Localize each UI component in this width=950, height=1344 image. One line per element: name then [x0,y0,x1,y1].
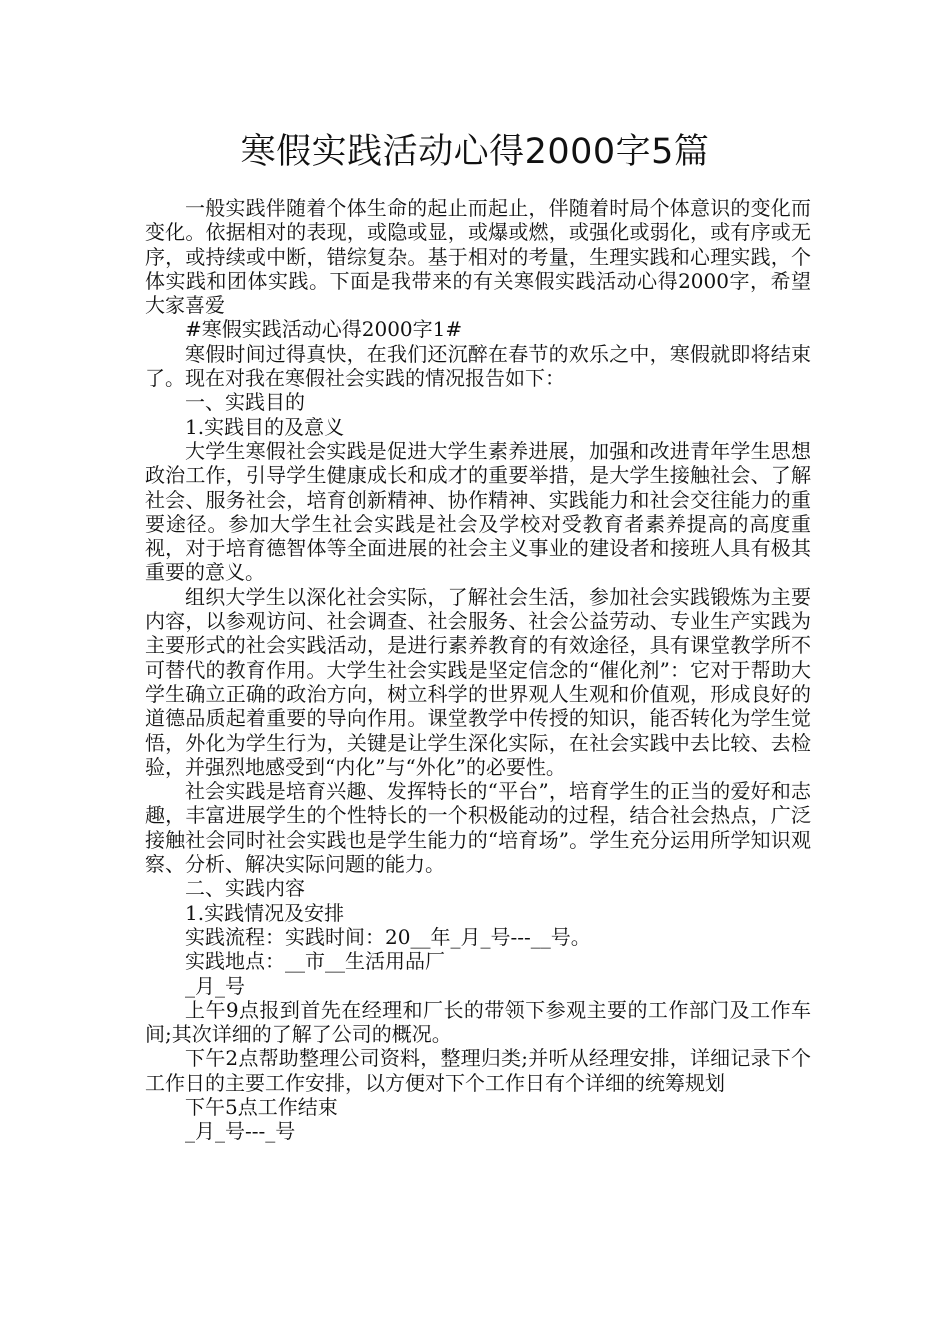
document-title: 寒假实践活动心得2000字5篇 [240,132,710,172]
paragraph: 上午9点报到首先在经理和厂长的带领下参观主要的工作部门及工作车间;其次详细的了解了公司的概况。 [145,997,811,1047]
subsection-heading: 1.实践目的及意义 [185,414,345,439]
date-line: _月_号 [185,973,245,998]
paragraph: 实践地点：__市__生活用品厂 [185,949,445,974]
section-heading: #寒假实践活动心得2000字1# [185,317,463,342]
document-body [145,196,811,1144]
paragraph: 下午5点工作结束 [185,1094,338,1119]
date-line: _月_号---_号 [185,1119,296,1144]
paragraph: 社会实践是培育兴趣、发挥特长的“平台”，培育学生的正当的爱好和志趣，丰富进展学生的个性特长的一个积极能动的过程，结合社会热点，广泛接触社会同时社会实践也是学生能力的“培育场”。学生充分运用所学知识观察、分析、解决实际问题的能力。 [145,779,811,877]
section-heading: 一、实践目的 [185,390,305,415]
paragraph: 实践流程：实践时间：20__年_月_号---__号。 [185,924,591,949]
paragraph: 寒假时间过得真快，在我们还沉醉在春节的欢乐之中，寒假就即将结束了。现在对我在寒假社会实践的情况报告如下： [145,341,811,391]
paragraph: 大学生寒假社会实践是促进大学生素养进展，加强和改进青年学生思想政治工作，引导学生健康成长和成才的重要举措，是大学生接触社会、了解社会、服务社会，培育创新精神、协作精神、实践能力和社会交往能力的重要途径。参加大学生社会实践是社会及学校对受教育者素养提高的高度重视，对于培育德智体等全面进展的社会主义事业的建设者和接班人具有极其重要的意义。 [145,438,811,585]
paragraph: 下午2点帮助整理公司资料，整理归类;并听从经理安排，详细记录下个工作日的主要工作安排，以方便对下个工作日有个详细的统筹规划 [145,1046,811,1095]
section-heading: 二、实践内容 [185,876,305,901]
paragraph: 组织大学生以深化社会实际，了解社会生活，参加社会实践锻炼为主要内容，以参观访问、社会调查、社会服务、社会公益劳动、专业生产实践为主要形式的社会实践活动，是进行素养教育的有效途径，具有课堂教学所不可替代的教育作用。大学生社会实践是坚定信念的“催化剂”：它对于帮助大学生确立正确的政治方向，树立科学的世界观人生观和价值观，形成良好的道德品质起着重要的导向作用。课堂教学中传授的知识，能否转化为学生觉悟，外化为学生行为，关键是让学生深化实际，在社会实践中去比较、去检验，并强烈地感受到“内化”与“外化”的必要性。 [145,584,811,779]
paragraph: 一般实践伴随着个体生命的起止而起止，伴随着时局个体意识的变化而变化。依据相对的表现，或隐或显，或爆或燃，或强化或弱化，或有序或无序，或持续或中断，错综复杂。基于相对的考量，生理实践和心理实践，个体实践和团体实践。下面是我带来的有关寒假实践活动心得2000字，希望大家喜爱 [145,196,811,318]
subsection-heading: 1.实践情况及安排 [185,900,345,925]
